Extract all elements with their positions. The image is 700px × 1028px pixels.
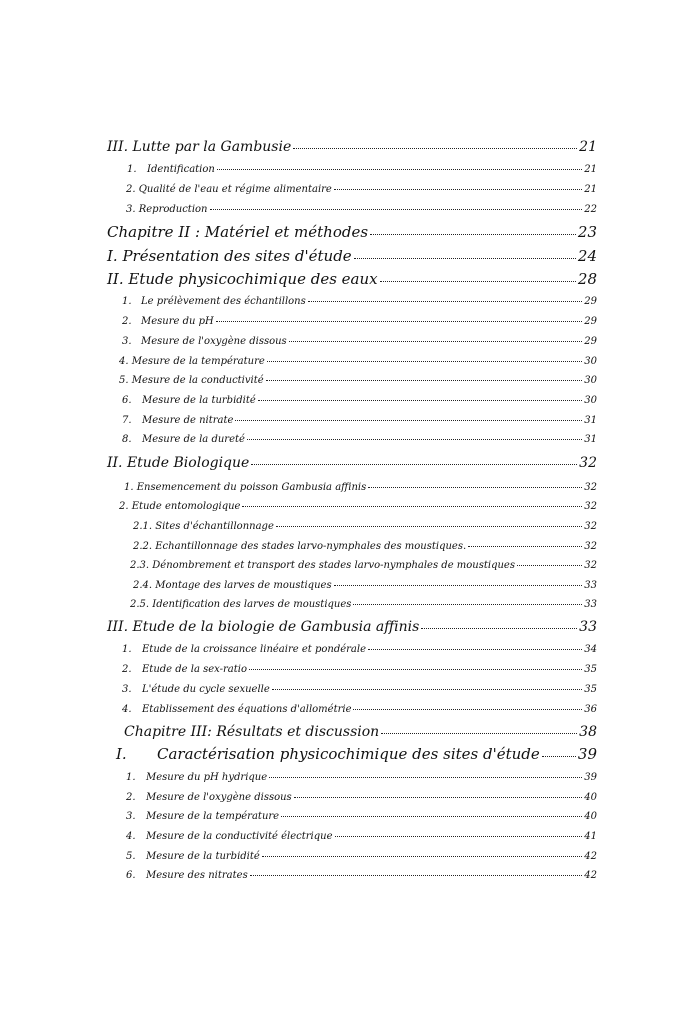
toc-entry[interactable] <box>126 185 597 195</box>
toc-entry[interactable] <box>107 456 597 470</box>
toc-entry[interactable] <box>107 225 597 240</box>
dot-leader <box>354 258 576 259</box>
toc-entry-page: 32 <box>584 501 597 512</box>
toc-entry-title: I. Présentation des sites d'étude <box>107 247 352 265</box>
toc-entry[interactable] <box>130 561 597 571</box>
toc-entry[interactable] <box>122 337 597 347</box>
toc-entry-page: 32 <box>579 455 597 471</box>
toc-entry-title: L'étude du cycle sexuelle <box>142 684 270 695</box>
toc-entry[interactable] <box>126 793 597 803</box>
toc-entry-page: 31 <box>584 434 597 445</box>
toc-entry[interactable] <box>107 140 597 154</box>
toc-entry-number: 6. <box>122 395 132 406</box>
toc-entry-page: 21 <box>584 164 597 175</box>
toc-entry-title: Chapitre III: Résultats et discussion <box>124 724 380 740</box>
toc-entry-title: Chapitre II : Matériel et méthodes <box>107 223 369 241</box>
toc-entry-page: 21 <box>579 139 597 155</box>
toc-entry-title: Mesure de la turbidité <box>146 851 260 862</box>
toc-entry-number: 6. <box>126 870 136 881</box>
dot-leader <box>353 709 582 710</box>
toc-entry[interactable] <box>133 522 597 532</box>
toc-entry-title: Mesure de la température <box>146 811 280 822</box>
dot-leader <box>370 234 576 235</box>
dot-leader <box>235 420 582 421</box>
toc-entry-title: 2.1. Sites d'échantillonnage <box>133 521 274 532</box>
toc-entry-page: 41 <box>584 831 597 842</box>
toc-entry[interactable] <box>130 600 597 610</box>
dot-leader <box>249 669 582 670</box>
toc-entry-page: 32 <box>584 482 597 493</box>
dot-leader <box>381 733 577 734</box>
toc-entry-title: Caractérisation physicochimique des sites d'étude <box>157 745 540 763</box>
toc-entry[interactable] <box>126 832 597 842</box>
toc-entry-title: II. Etude physicochimique des eaux <box>107 270 378 288</box>
toc-entry-number: 2. <box>122 664 132 675</box>
toc-entry[interactable] <box>127 165 597 175</box>
toc-entry-title: Mesure de l'oxygène dissous <box>141 336 287 347</box>
toc-entry-title: 2.2. Echantillonnage des stades larvo-nymphales des moustiques. <box>133 541 467 552</box>
toc-entry-number: 7. <box>122 415 132 426</box>
toc-entry-title: Etude de la sex-ratio <box>142 664 247 675</box>
toc-entry-title: III. Lutte par la Gambusie <box>107 139 292 155</box>
dot-leader <box>272 689 582 690</box>
toc-entry[interactable] <box>124 725 597 739</box>
toc-entry-page: 39 <box>584 772 597 783</box>
toc-entry[interactable] <box>126 205 597 215</box>
toc-entry-number: 3. <box>126 811 136 822</box>
toc-entry-number: 2. <box>126 792 136 803</box>
toc-entry-page: 30 <box>584 395 597 406</box>
dot-leader <box>334 585 583 586</box>
toc-entry[interactable] <box>119 357 597 367</box>
toc-entry-page: 36 <box>584 704 597 715</box>
dot-leader <box>468 546 582 547</box>
toc-entry-title: Mesure des nitrates <box>146 870 248 881</box>
toc-entry-title: Mesure de l'oxygène dissous <box>146 792 292 803</box>
toc-entry-number: 3. <box>122 336 132 347</box>
toc-entry[interactable] <box>126 852 597 862</box>
toc-entry-page: 33 <box>584 599 597 610</box>
toc-entry[interactable] <box>107 272 597 287</box>
toc-entry[interactable] <box>122 665 597 675</box>
toc-entry-number: 2. <box>122 316 132 327</box>
toc-entry-title: 2.3. Dénombrement et transport des stades larvo-nymphales de moustiques <box>130 560 515 571</box>
toc-entry-title: 1. Ensemencement du poisson Gambusia affinis <box>124 482 367 493</box>
dot-leader <box>242 506 582 507</box>
dot-leader <box>269 777 582 778</box>
toc-entry-number: 1. <box>122 296 132 307</box>
toc-entry-page: 28 <box>577 270 597 288</box>
toc-entry-page: 42 <box>584 870 597 881</box>
toc-entry-title: Mesure du pH hydrique <box>146 772 268 783</box>
toc-entry[interactable] <box>116 747 597 762</box>
toc-entry[interactable] <box>124 483 597 493</box>
toc-entry[interactable] <box>133 542 597 552</box>
toc-entry-number: 3. <box>122 684 132 695</box>
toc-entry-page: 39 <box>577 745 597 763</box>
dot-leader <box>267 361 582 362</box>
toc-entry-number: 1. <box>126 772 136 783</box>
toc-entry-page: 33 <box>579 619 597 635</box>
toc-entry[interactable] <box>126 871 597 881</box>
toc-entry[interactable] <box>122 317 597 327</box>
dot-leader <box>276 526 582 527</box>
dot-leader <box>308 301 583 302</box>
toc-entry-page: 32 <box>584 560 597 571</box>
dot-leader <box>210 209 583 210</box>
toc-entry-title: 2. Qualité de l'eau et régime alimentaire <box>126 184 332 195</box>
toc-entry[interactable] <box>122 685 597 695</box>
toc-entry-number: 5. <box>126 851 136 862</box>
dot-leader <box>217 169 582 170</box>
toc-entry[interactable] <box>107 249 597 264</box>
dot-leader <box>335 836 583 837</box>
toc-entry-title: 2. Etude entomologique <box>119 501 241 512</box>
dot-leader <box>380 281 576 282</box>
toc-entry-page: 22 <box>584 204 597 215</box>
toc-entry-page: 40 <box>584 811 597 822</box>
toc-entry-number: 1. <box>122 644 132 655</box>
dot-leader <box>258 400 582 401</box>
toc-entry-page: 29 <box>584 336 597 347</box>
toc-entry-page: 35 <box>584 664 597 675</box>
dot-leader <box>281 816 582 817</box>
toc-entry-number: 4. <box>122 704 132 715</box>
dot-leader <box>542 756 576 757</box>
toc-entry-number: I. <box>116 745 127 763</box>
toc-entry[interactable] <box>122 416 597 426</box>
toc-entry-title: Mesure du pH <box>141 316 214 327</box>
toc-entry-number: 8. <box>122 434 132 445</box>
toc-entry[interactable] <box>122 705 597 715</box>
dot-leader <box>368 487 582 488</box>
toc-entry-title: 3. Reproduction <box>126 204 208 215</box>
toc-entry[interactable] <box>119 502 597 512</box>
dot-leader <box>353 604 582 605</box>
dot-leader <box>368 649 582 650</box>
toc-entry[interactable] <box>122 435 597 445</box>
dot-leader <box>250 875 583 876</box>
toc-entry-page: 42 <box>584 851 597 862</box>
toc-entry-page: 32 <box>584 521 597 532</box>
toc-entry-title: Mesure de la turbidité <box>142 395 256 406</box>
toc-entry-page: 30 <box>584 356 597 367</box>
toc-entry-page: 33 <box>584 580 597 591</box>
toc-entry-title: Mesure de la conductivité électrique <box>146 831 333 842</box>
toc-entry-page: 30 <box>584 375 597 386</box>
dot-leader <box>216 321 583 322</box>
dot-leader <box>294 797 583 798</box>
toc-entry[interactable] <box>126 812 597 822</box>
toc-entry-page: 29 <box>584 316 597 327</box>
toc-entry-page: 35 <box>584 684 597 695</box>
toc-entry[interactable] <box>122 297 597 307</box>
dot-leader <box>262 856 582 857</box>
toc-entry-page: 31 <box>584 415 597 426</box>
dot-leader <box>247 439 582 440</box>
toc-entry-title: Le prélèvement des échantillons <box>141 296 306 307</box>
dot-leader <box>421 628 577 629</box>
toc-entry-number: 4. <box>126 831 136 842</box>
toc-entry[interactable] <box>133 581 597 591</box>
toc-entry-title: Mesure de la dureté <box>142 434 245 445</box>
toc-entry[interactable] <box>122 645 597 655</box>
toc-entry-page: 34 <box>584 644 597 655</box>
toc-entry-page: 38 <box>579 724 597 740</box>
toc-entry-title: 2.5. Identification des larves de moustiques <box>130 599 352 610</box>
toc-entry-title: II. Etude Biologique <box>107 455 250 471</box>
toc-entry-title: 5. Mesure de la conductivité <box>119 375 264 386</box>
toc-entry[interactable] <box>107 620 597 634</box>
toc-entry[interactable] <box>119 376 597 386</box>
toc-entry-title: Etude de la croissance linéaire et pondérale <box>142 644 367 655</box>
toc-entry[interactable] <box>126 773 597 783</box>
dot-leader <box>251 464 577 465</box>
dot-leader <box>334 189 582 190</box>
toc-entry-page: 32 <box>584 541 597 552</box>
toc-entry-page: 29 <box>584 296 597 307</box>
toc-entry-title: 2.4. Montage des larves de moustiques <box>133 580 332 591</box>
dot-leader <box>517 565 582 566</box>
toc-entry-title: 4. Mesure de la température <box>119 356 265 367</box>
toc-entry-page: 23 <box>577 223 597 241</box>
toc-entry-title: Identification <box>147 164 215 175</box>
toc-entry-page: 40 <box>584 792 597 803</box>
toc-entry-page: 24 <box>577 247 597 265</box>
toc-entry-title: III. Etude de la biologie de Gambusia affinis <box>107 619 420 635</box>
toc-entry[interactable] <box>122 396 597 406</box>
dot-leader <box>289 341 583 342</box>
toc-entry-number: 1. <box>127 164 137 175</box>
dot-leader <box>293 148 577 149</box>
dot-leader <box>266 380 583 381</box>
toc-entry-title: Mesure de nitrate <box>142 415 234 426</box>
toc-entry-title: Etablissement des équations d'allométrie <box>142 704 352 715</box>
toc-entry-page: 21 <box>584 184 597 195</box>
